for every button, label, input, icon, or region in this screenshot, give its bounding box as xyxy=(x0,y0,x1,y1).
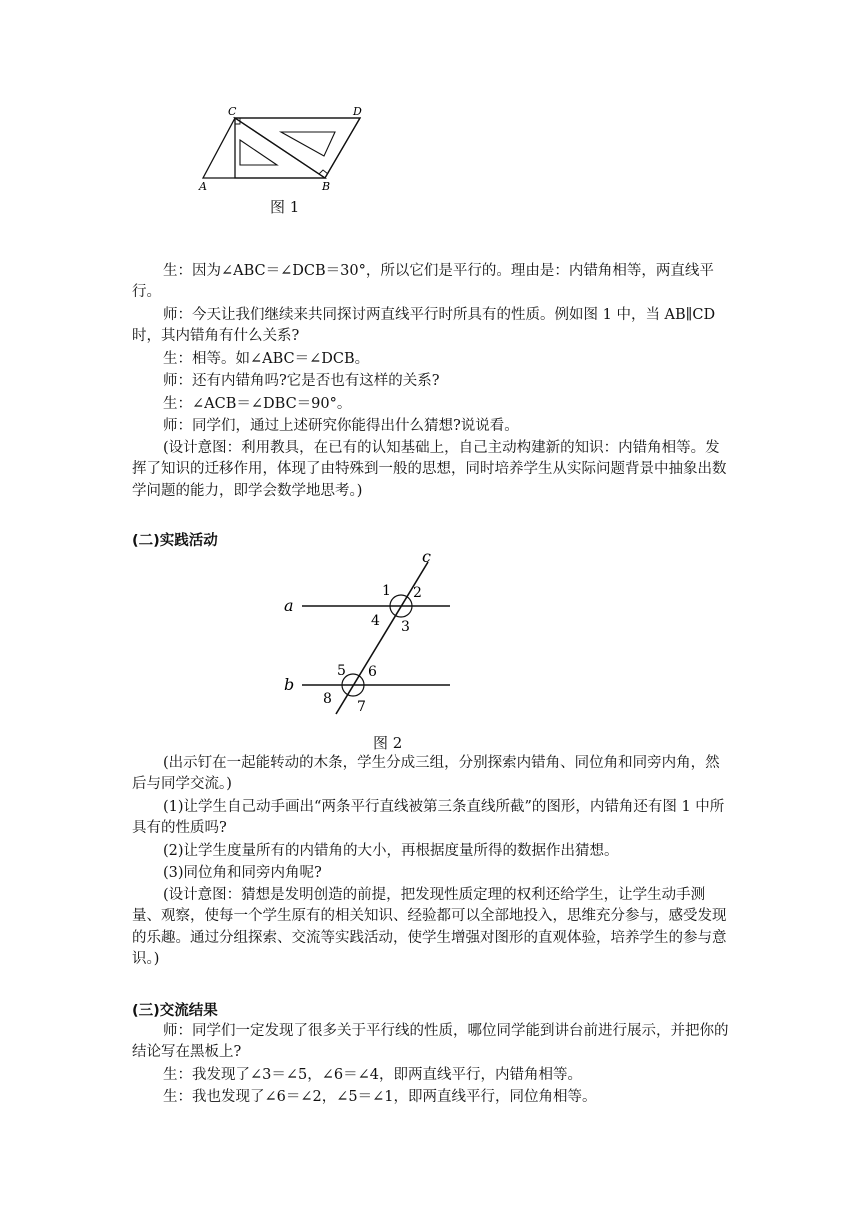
paragraph: 生：∠ACB＝∠DBC＝90°。 xyxy=(163,396,352,412)
fig1-label-c: C xyxy=(228,105,237,118)
figure-2-caption: 图 2 xyxy=(373,734,403,752)
section-heading-results: (三)交流结果 xyxy=(132,1003,218,1019)
paragraph: (设计意图：猜想是发明创造的前提，把发现性质定理的权利还给学生，让学生动手测量、观察，使每一个学生原有的相关知识、经验都可以全部地投入，思维充分参与，感受发现的乐趣。通过分组探索、交流等实践活动，使学生增强对图形的直观体验，培养学生的参与意识。) xyxy=(132,887,727,967)
fig1-label-a: A xyxy=(199,180,207,192)
angle-label-2: 2 xyxy=(413,585,422,601)
paragraph: (设计意图：利用教具，在已有的认知基础上，自己主动构建新的知识：内错角相等。发挥了知识的迁移作用，体现了由特殊到一般的思想，同时培养学生从实际问题背景中抽象出数学问题的能力，即学会数学地思考。) xyxy=(132,440,727,499)
figure-1-caption: 图 1 xyxy=(270,198,300,216)
fig1-label-d: D xyxy=(353,105,362,118)
angle-label-6: 6 xyxy=(368,664,377,680)
parallelogram-abdc xyxy=(203,118,360,178)
angle-label-8: 8 xyxy=(323,691,332,707)
section-heading-practice: (二)实践活动 xyxy=(132,533,218,549)
angle-label-1: 1 xyxy=(382,583,391,599)
figure-1-diagram xyxy=(195,104,370,192)
paragraph: (3)同位角和同旁内角呢? xyxy=(163,865,322,881)
triangle-ruler-right xyxy=(235,118,360,178)
paragraph: 生：相等。如∠ABC＝∠DCB。 xyxy=(163,351,370,367)
paragraph: 生：我也发现了∠6＝∠2，∠5＝∠1，即两直线平行，同位角相等。 xyxy=(163,1089,597,1105)
fig1-label-b: B xyxy=(322,180,331,192)
right-angle-mark-b xyxy=(319,170,328,174)
angle-label-7: 7 xyxy=(357,699,366,715)
paragraph: 生：因为∠ABC＝∠DCB＝30°，所以它们是平行的。理由是：内错角相等，两直线平行。 xyxy=(132,263,714,301)
angle-label-4: 4 xyxy=(371,613,380,629)
paragraph: 师：同学们，通过上述研究你能得出什么猜想?说说看。 xyxy=(163,418,519,434)
paragraph: 师：同学们一定发现了很多关于平行线的性质，哪位同学能到讲台前进行展示，并把你的结论写在黑板上? xyxy=(132,1023,729,1061)
paragraph: 师：今天让我们继续来共同探讨两直线平行时所具有的性质。例如图 1 中，当 AB∥CD 时，其内错角有什么关系? xyxy=(132,307,716,345)
paragraph: 师：还有内错角吗?它是否也有这样的关系? xyxy=(163,373,440,389)
line-label-a: a xyxy=(284,596,294,615)
figure-2-diagram xyxy=(282,548,457,716)
paragraph: (1)让学生自己动手画出“两条平行直线被第三条直线所截”的图形，内错角还有图 1 中所具有的性质吗? xyxy=(132,799,725,837)
paragraph: (2)让学生度量所有的内错角的大小，再根据度量所得的数据作出猜想。 xyxy=(163,843,619,859)
paragraph: (出示钉在一起能转动的木条，学生分成三组，分别探索内错角、同位角和同旁内角，然后与同学交流。) xyxy=(132,755,720,793)
triangle-ruler-left-inner xyxy=(240,140,277,165)
triangle-ruler-right-inner xyxy=(281,132,335,156)
line-label-c: c xyxy=(422,548,431,566)
paragraph: 生：我发现了∠3＝∠5，∠6＝∠4，即两直线平行，内错角相等。 xyxy=(163,1067,582,1083)
angle-label-5: 5 xyxy=(337,663,346,679)
angle-label-3: 3 xyxy=(401,619,410,635)
line-label-b: b xyxy=(284,675,295,694)
